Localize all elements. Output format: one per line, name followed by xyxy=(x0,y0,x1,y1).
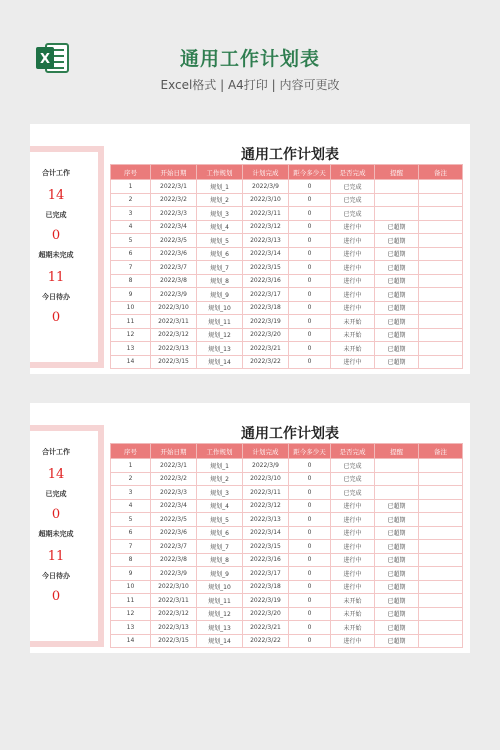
table-cell[interactable]: 2022/3/4 xyxy=(151,499,197,513)
table-cell[interactable]: 2022/3/16 xyxy=(243,274,289,288)
stat-label-overdue: 超期未完成 xyxy=(38,251,74,259)
table-cell[interactable]: 进行中 xyxy=(331,553,375,567)
table-cell[interactable] xyxy=(419,459,463,473)
table-cell[interactable]: 未开始 xyxy=(331,328,375,342)
column-header: 备注 xyxy=(419,165,463,180)
table-row xyxy=(111,526,463,540)
column-header: 计划完成 xyxy=(243,444,289,459)
table-cell[interactable] xyxy=(375,486,419,500)
table-cell[interactable]: 2022/3/15 xyxy=(243,540,289,554)
table-cell[interactable]: 已超期 xyxy=(375,540,419,554)
table-cell[interactable]: 2022/3/12 xyxy=(151,328,197,342)
table-cell[interactable] xyxy=(419,621,463,635)
table-cell[interactable]: 进行中 xyxy=(331,261,375,275)
table-cell[interactable] xyxy=(419,234,463,248)
table-cell[interactable] xyxy=(419,634,463,648)
table-cell[interactable]: 2022/3/17 xyxy=(243,288,289,302)
table-cell[interactable]: 3 xyxy=(111,486,151,500)
column-header: 开始日期 xyxy=(151,444,197,459)
table-cell[interactable]: 已完成 xyxy=(331,486,375,500)
table-cell[interactable]: 2 xyxy=(111,472,151,486)
table-cell[interactable] xyxy=(375,193,419,207)
table-cell[interactable]: 12 xyxy=(111,607,151,621)
table-cell[interactable]: 进行中 xyxy=(331,499,375,513)
table-cell[interactable]: 进行中 xyxy=(331,513,375,527)
table-cell[interactable]: 2022/3/17 xyxy=(243,567,289,581)
table-cell[interactable]: 2022/3/11 xyxy=(151,594,197,608)
table-cell[interactable]: 2022/3/22 xyxy=(243,634,289,648)
table-cell[interactable]: 0 xyxy=(289,513,331,527)
table-cell[interactable]: 进行中 xyxy=(331,234,375,248)
table-cell[interactable]: 3 xyxy=(111,207,151,221)
table-cell[interactable]: 2022/3/10 xyxy=(243,472,289,486)
table-cell[interactable]: 已超期 xyxy=(375,274,419,288)
column-header: 是否完成 xyxy=(331,165,375,180)
table-cell[interactable]: 2022/3/6 xyxy=(151,247,197,261)
table-cell[interactable]: 2022/3/16 xyxy=(243,553,289,567)
table-cell[interactable]: 0 xyxy=(289,621,331,635)
table-cell[interactable]: 未开始 xyxy=(331,621,375,635)
table-cell[interactable]: 4 xyxy=(111,220,151,234)
table-cell[interactable]: 已超期 xyxy=(375,315,419,329)
table-cell[interactable]: 已超期 xyxy=(375,261,419,275)
table-row xyxy=(111,594,463,608)
table-cell[interactable]: 11 xyxy=(111,315,151,329)
table-cell[interactable]: 已超期 xyxy=(375,621,419,635)
table-row xyxy=(111,342,463,356)
table-cell[interactable]: 进行中 xyxy=(331,526,375,540)
table-row xyxy=(111,220,463,234)
table-cell[interactable]: 0 xyxy=(289,261,331,275)
table-cell[interactable] xyxy=(419,180,463,194)
table-cell[interactable]: 2022/3/21 xyxy=(243,621,289,635)
table-cell[interactable]: 9 xyxy=(111,567,151,581)
table-cell[interactable]: 0 xyxy=(289,499,331,513)
table-row xyxy=(111,274,463,288)
table-cell[interactable] xyxy=(419,540,463,554)
table-cell[interactable]: 进行中 xyxy=(331,355,375,369)
table-cell[interactable]: 0 xyxy=(289,193,331,207)
table-cell[interactable] xyxy=(419,207,463,221)
table-cell[interactable]: 规划_7 xyxy=(197,261,243,275)
column-header: 距今多少天 xyxy=(289,165,331,180)
table-cell[interactable] xyxy=(419,486,463,500)
column-header: 提醒 xyxy=(375,444,419,459)
table-cell[interactable]: 0 xyxy=(289,247,331,261)
table-cell[interactable]: 进行中 xyxy=(331,580,375,594)
table-cell[interactable]: 规划_2 xyxy=(197,472,243,486)
table-cell[interactable]: 规划_9 xyxy=(197,288,243,302)
table-row xyxy=(111,315,463,329)
table-cell[interactable]: 2022/3/6 xyxy=(151,526,197,540)
table-row xyxy=(111,513,463,527)
table-cell[interactable]: 11 xyxy=(111,594,151,608)
table-cell[interactable] xyxy=(419,607,463,621)
table-cell[interactable] xyxy=(375,207,419,221)
table-cell[interactable]: 0 xyxy=(289,180,331,194)
stat-label-done: 已完成 xyxy=(45,211,67,219)
table-cell[interactable]: 未开始 xyxy=(331,342,375,356)
table-cell[interactable]: 0 xyxy=(289,288,331,302)
stat-value-today: 0 xyxy=(51,589,61,604)
table-row xyxy=(111,301,463,315)
table-cell[interactable]: 规划_1 xyxy=(197,459,243,473)
column-header: 工作规划 xyxy=(197,165,243,180)
table-cell[interactable]: 已超期 xyxy=(375,580,419,594)
table-cell[interactable]: 0 xyxy=(289,274,331,288)
table-cell[interactable]: 2022/3/1 xyxy=(151,180,197,194)
table-cell[interactable]: 2022/3/9 xyxy=(151,288,197,302)
table-cell[interactable]: 0 xyxy=(289,607,331,621)
table-cell[interactable]: 2022/3/9 xyxy=(243,459,289,473)
sheet-preview-1 xyxy=(30,124,470,374)
table-cell[interactable]: 8 xyxy=(111,274,151,288)
table-cell[interactable]: 规划_8 xyxy=(197,553,243,567)
plan-table xyxy=(110,164,463,369)
table-cell[interactable]: 规划_6 xyxy=(197,247,243,261)
table-cell[interactable]: 已完成 xyxy=(331,180,375,194)
table-cell[interactable]: 规划_4 xyxy=(197,220,243,234)
table-cell[interactable]: 14 xyxy=(111,355,151,369)
table-title: 通用工作计划表 xyxy=(241,147,339,163)
table-cell[interactable]: 2022/3/3 xyxy=(151,486,197,500)
table-row xyxy=(111,553,463,567)
table-cell[interactable]: 已完成 xyxy=(331,193,375,207)
table-cell[interactable]: 2022/3/7 xyxy=(151,540,197,554)
table-cell[interactable]: 2022/3/7 xyxy=(151,261,197,275)
table-cell[interactable]: 2022/3/20 xyxy=(243,328,289,342)
table-cell[interactable]: 2022/3/5 xyxy=(151,513,197,527)
table-row xyxy=(111,567,463,581)
table-row xyxy=(111,355,463,369)
table-cell[interactable] xyxy=(419,220,463,234)
stat-label-overdue: 超期未完成 xyxy=(38,530,74,538)
table-row xyxy=(111,621,463,635)
table-cell[interactable] xyxy=(419,247,463,261)
column-header: 距今多少天 xyxy=(289,444,331,459)
table-cell[interactable]: 0 xyxy=(289,580,331,594)
table-cell[interactable]: 0 xyxy=(289,594,331,608)
table-cell[interactable]: 进行中 xyxy=(331,540,375,554)
table-cell[interactable]: 5 xyxy=(111,234,151,248)
table-title: 通用工作计划表 xyxy=(241,426,339,442)
table-cell[interactable]: 2022/3/8 xyxy=(151,274,197,288)
table-cell[interactable]: 2022/3/18 xyxy=(243,580,289,594)
table-cell[interactable]: 2022/3/9 xyxy=(151,567,197,581)
table-cell[interactable]: 已完成 xyxy=(331,207,375,221)
table-cell[interactable]: 2022/3/14 xyxy=(243,247,289,261)
table-cell[interactable]: 进行中 xyxy=(331,274,375,288)
table-cell[interactable] xyxy=(419,315,463,329)
table-cell[interactable] xyxy=(419,526,463,540)
table-row xyxy=(111,247,463,261)
table-cell[interactable]: 9 xyxy=(111,288,151,302)
table-cell[interactable]: 进行中 xyxy=(331,634,375,648)
stat-value-today: 0 xyxy=(51,310,61,325)
table-cell[interactable]: 2022/3/8 xyxy=(151,553,197,567)
table-cell[interactable]: 规划_1 xyxy=(197,180,243,194)
column-header: 计划完成 xyxy=(243,165,289,180)
table-cell[interactable]: 2022/3/19 xyxy=(243,594,289,608)
table-cell[interactable]: 6 xyxy=(111,247,151,261)
table-cell[interactable]: 2022/3/14 xyxy=(243,526,289,540)
table-cell[interactable] xyxy=(419,274,463,288)
table-cell[interactable] xyxy=(419,193,463,207)
table-cell[interactable] xyxy=(375,459,419,473)
table-cell[interactable]: 规划_9 xyxy=(197,567,243,581)
summary-panel xyxy=(30,146,104,368)
table-cell[interactable]: 进行中 xyxy=(331,301,375,315)
table-cell[interactable]: 规划_11 xyxy=(197,594,243,608)
table-cell[interactable]: 13 xyxy=(111,342,151,356)
table-cell[interactable]: 规划_3 xyxy=(197,207,243,221)
column-header: 备注 xyxy=(419,444,463,459)
table-cell[interactable]: 进行中 xyxy=(331,567,375,581)
table-cell[interactable]: 已超期 xyxy=(375,234,419,248)
stat-value-overdue: 11 xyxy=(47,549,65,564)
table-cell[interactable]: 规划_8 xyxy=(197,274,243,288)
column-header: 序号 xyxy=(111,444,151,459)
table-cell[interactable]: 2022/3/10 xyxy=(243,193,289,207)
table-cell[interactable]: 10 xyxy=(111,580,151,594)
table-cell[interactable]: 0 xyxy=(289,220,331,234)
table-cell[interactable]: 0 xyxy=(289,301,331,315)
table-header-row xyxy=(111,165,463,180)
table-cell[interactable]: 2022/3/15 xyxy=(243,261,289,275)
table-cell[interactable] xyxy=(419,342,463,356)
table-cell[interactable]: 规划_10 xyxy=(197,301,243,315)
table-cell[interactable]: 未开始 xyxy=(331,594,375,608)
table-cell[interactable]: 0 xyxy=(289,207,331,221)
table-cell[interactable]: 2022/3/11 xyxy=(243,207,289,221)
table-cell[interactable]: 13 xyxy=(111,621,151,635)
table-cell[interactable] xyxy=(419,513,463,527)
table-cell[interactable]: 2022/3/13 xyxy=(151,621,197,635)
table-cell[interactable]: 14 xyxy=(111,634,151,648)
stat-value-done: 0 xyxy=(51,228,61,243)
table-cell[interactable] xyxy=(375,180,419,194)
table-cell[interactable]: 2022/3/18 xyxy=(243,301,289,315)
table-cell[interactable]: 2022/3/10 xyxy=(151,301,197,315)
table-cell[interactable]: 规划_14 xyxy=(197,355,243,369)
table-cell[interactable]: 2022/3/3 xyxy=(151,207,197,221)
table-cell[interactable]: 10 xyxy=(111,301,151,315)
table-cell[interactable]: 规划_6 xyxy=(197,526,243,540)
table-cell[interactable]: 0 xyxy=(289,472,331,486)
table-cell[interactable]: 2022/3/11 xyxy=(151,315,197,329)
table-cell[interactable]: 2022/3/13 xyxy=(243,234,289,248)
table-cell[interactable]: 2022/3/12 xyxy=(243,499,289,513)
table-cell[interactable]: 已超期 xyxy=(375,567,419,581)
column-header: 是否完成 xyxy=(331,444,375,459)
table-cell[interactable] xyxy=(419,261,463,275)
table-cell[interactable]: 0 xyxy=(289,459,331,473)
table-cell[interactable]: 未开始 xyxy=(331,607,375,621)
table-cell[interactable]: 4 xyxy=(111,499,151,513)
table-row xyxy=(111,580,463,594)
stat-label-today: 今日待办 xyxy=(42,293,70,301)
page-title: 通用工作计划表 xyxy=(179,48,320,70)
stat-label-total: 合计工作 xyxy=(42,448,70,456)
table-cell[interactable] xyxy=(419,328,463,342)
table-cell[interactable]: 已完成 xyxy=(331,472,375,486)
table-cell[interactable]: 已超期 xyxy=(375,355,419,369)
table-cell[interactable]: 已超期 xyxy=(375,499,419,513)
table-cell[interactable]: 2022/3/2 xyxy=(151,472,197,486)
table-cell[interactable]: 规划_4 xyxy=(197,499,243,513)
stat-value-total: 14 xyxy=(47,467,65,482)
table-cell[interactable] xyxy=(419,288,463,302)
table-row xyxy=(111,459,463,473)
table-cell[interactable] xyxy=(419,580,463,594)
table-cell[interactable] xyxy=(419,355,463,369)
table-cell[interactable]: 1 xyxy=(111,459,151,473)
table-row xyxy=(111,261,463,275)
table-cell[interactable]: 7 xyxy=(111,261,151,275)
table-cell[interactable]: 规划_2 xyxy=(197,193,243,207)
table-cell[interactable]: 2022/3/15 xyxy=(151,355,197,369)
table-cell[interactable]: 0 xyxy=(289,355,331,369)
stat-label-total: 合计工作 xyxy=(42,169,70,177)
column-header: 序号 xyxy=(111,165,151,180)
table-cell[interactable]: 2022/3/13 xyxy=(243,513,289,527)
table-cell[interactable]: 6 xyxy=(111,526,151,540)
plan-table xyxy=(110,443,463,648)
table-row xyxy=(111,288,463,302)
table-cell[interactable]: 2022/3/1 xyxy=(151,459,197,473)
column-header: 工作规划 xyxy=(197,444,243,459)
table-cell[interactable]: 进行中 xyxy=(331,220,375,234)
table-cell[interactable]: 已超期 xyxy=(375,513,419,527)
table-cell[interactable]: 已完成 xyxy=(331,459,375,473)
table-cell[interactable]: 规划_12 xyxy=(197,328,243,342)
table-cell[interactable]: 2 xyxy=(111,193,151,207)
stat-value-total: 14 xyxy=(47,188,65,203)
table-cell[interactable]: 2022/3/2 xyxy=(151,193,197,207)
table-cell[interactable]: 2022/3/19 xyxy=(243,315,289,329)
table-cell[interactable]: 2022/3/15 xyxy=(151,634,197,648)
table-cell[interactable]: 0 xyxy=(289,328,331,342)
table-cell[interactable]: 规划_13 xyxy=(197,342,243,356)
table-row xyxy=(111,193,463,207)
table-cell[interactable]: 0 xyxy=(289,342,331,356)
table-cell[interactable]: 2022/3/10 xyxy=(151,580,197,594)
stat-label-done: 已完成 xyxy=(45,490,67,498)
table-cell[interactable] xyxy=(419,472,463,486)
table-row xyxy=(111,634,463,648)
table-cell[interactable]: 2022/3/12 xyxy=(151,607,197,621)
table-cell[interactable]: 已超期 xyxy=(375,247,419,261)
table-cell[interactable]: 12 xyxy=(111,328,151,342)
table-cell[interactable] xyxy=(419,301,463,315)
table-cell[interactable]: 已超期 xyxy=(375,342,419,356)
table-cell[interactable] xyxy=(375,472,419,486)
table-cell[interactable]: 8 xyxy=(111,553,151,567)
table-cell[interactable]: 0 xyxy=(289,234,331,248)
page-header xyxy=(0,0,500,110)
table-cell[interactable]: 0 xyxy=(289,526,331,540)
table-cell[interactable]: 已超期 xyxy=(375,301,419,315)
table-cell[interactable]: 未开始 xyxy=(331,315,375,329)
table-cell[interactable]: 0 xyxy=(289,540,331,554)
table-cell[interactable]: 规划_3 xyxy=(197,486,243,500)
table-cell[interactable]: 2022/3/9 xyxy=(243,180,289,194)
table-cell[interactable]: 规划_5 xyxy=(197,234,243,248)
table-cell[interactable] xyxy=(419,499,463,513)
table-row xyxy=(111,607,463,621)
table-row xyxy=(111,328,463,342)
table-cell[interactable]: 0 xyxy=(289,634,331,648)
table-cell[interactable]: 规划_7 xyxy=(197,540,243,554)
stat-label-today: 今日待办 xyxy=(42,572,70,580)
table-row xyxy=(111,499,463,513)
table-cell[interactable]: 0 xyxy=(289,315,331,329)
table-cell[interactable]: 7 xyxy=(111,540,151,554)
table-cell[interactable]: 2022/3/20 xyxy=(243,607,289,621)
table-cell[interactable]: 已超期 xyxy=(375,526,419,540)
table-cell[interactable]: 已超期 xyxy=(375,328,419,342)
table-cell[interactable]: 5 xyxy=(111,513,151,527)
table-cell[interactable]: 规划_5 xyxy=(197,513,243,527)
summary-panel xyxy=(30,425,104,647)
table-cell[interactable]: 0 xyxy=(289,486,331,500)
table-cell[interactable]: 进行中 xyxy=(331,247,375,261)
table-cell[interactable]: 进行中 xyxy=(331,288,375,302)
table-row xyxy=(111,472,463,486)
table-cell[interactable]: 1 xyxy=(111,180,151,194)
table-cell[interactable] xyxy=(419,567,463,581)
table-cell[interactable]: 已超期 xyxy=(375,607,419,621)
table-cell[interactable]: 已超期 xyxy=(375,634,419,648)
table-cell[interactable]: 0 xyxy=(289,567,331,581)
excel-logo-letter: X xyxy=(39,52,51,67)
table-cell[interactable]: 0 xyxy=(289,553,331,567)
table-cell[interactable]: 2022/3/21 xyxy=(243,342,289,356)
table-cell[interactable]: 规划_13 xyxy=(197,621,243,635)
table-cell[interactable]: 2022/3/5 xyxy=(151,234,197,248)
table-header-row xyxy=(111,444,463,459)
stat-value-overdue: 11 xyxy=(47,270,65,285)
table-cell[interactable]: 规划_10 xyxy=(197,580,243,594)
table-row xyxy=(111,234,463,248)
table-row xyxy=(111,180,463,194)
table-row xyxy=(111,540,463,554)
table-cell[interactable]: 2022/3/13 xyxy=(151,342,197,356)
table-cell[interactable]: 规划_14 xyxy=(197,634,243,648)
table-cell[interactable]: 规划_12 xyxy=(197,607,243,621)
table-cell[interactable]: 2022/3/11 xyxy=(243,486,289,500)
table-cell[interactable] xyxy=(419,553,463,567)
table-cell[interactable] xyxy=(419,594,463,608)
page-subtitle: Excel格式 | A4打印 | 内容可更改 xyxy=(160,78,340,92)
table-cell[interactable]: 已超期 xyxy=(375,288,419,302)
sheet-preview-2 xyxy=(30,403,470,653)
table-cell[interactable]: 已超期 xyxy=(375,594,419,608)
table-row xyxy=(111,207,463,221)
table-cell[interactable]: 2022/3/22 xyxy=(243,355,289,369)
table-cell[interactable]: 2022/3/12 xyxy=(243,220,289,234)
column-header: 提醒 xyxy=(375,165,419,180)
table-cell[interactable]: 2022/3/4 xyxy=(151,220,197,234)
table-row xyxy=(111,486,463,500)
table-cell[interactable]: 已超期 xyxy=(375,553,419,567)
column-header: 开始日期 xyxy=(151,165,197,180)
table-cell[interactable]: 规划_11 xyxy=(197,315,243,329)
table-cell[interactable]: 已超期 xyxy=(375,220,419,234)
stat-value-done: 0 xyxy=(51,507,61,522)
